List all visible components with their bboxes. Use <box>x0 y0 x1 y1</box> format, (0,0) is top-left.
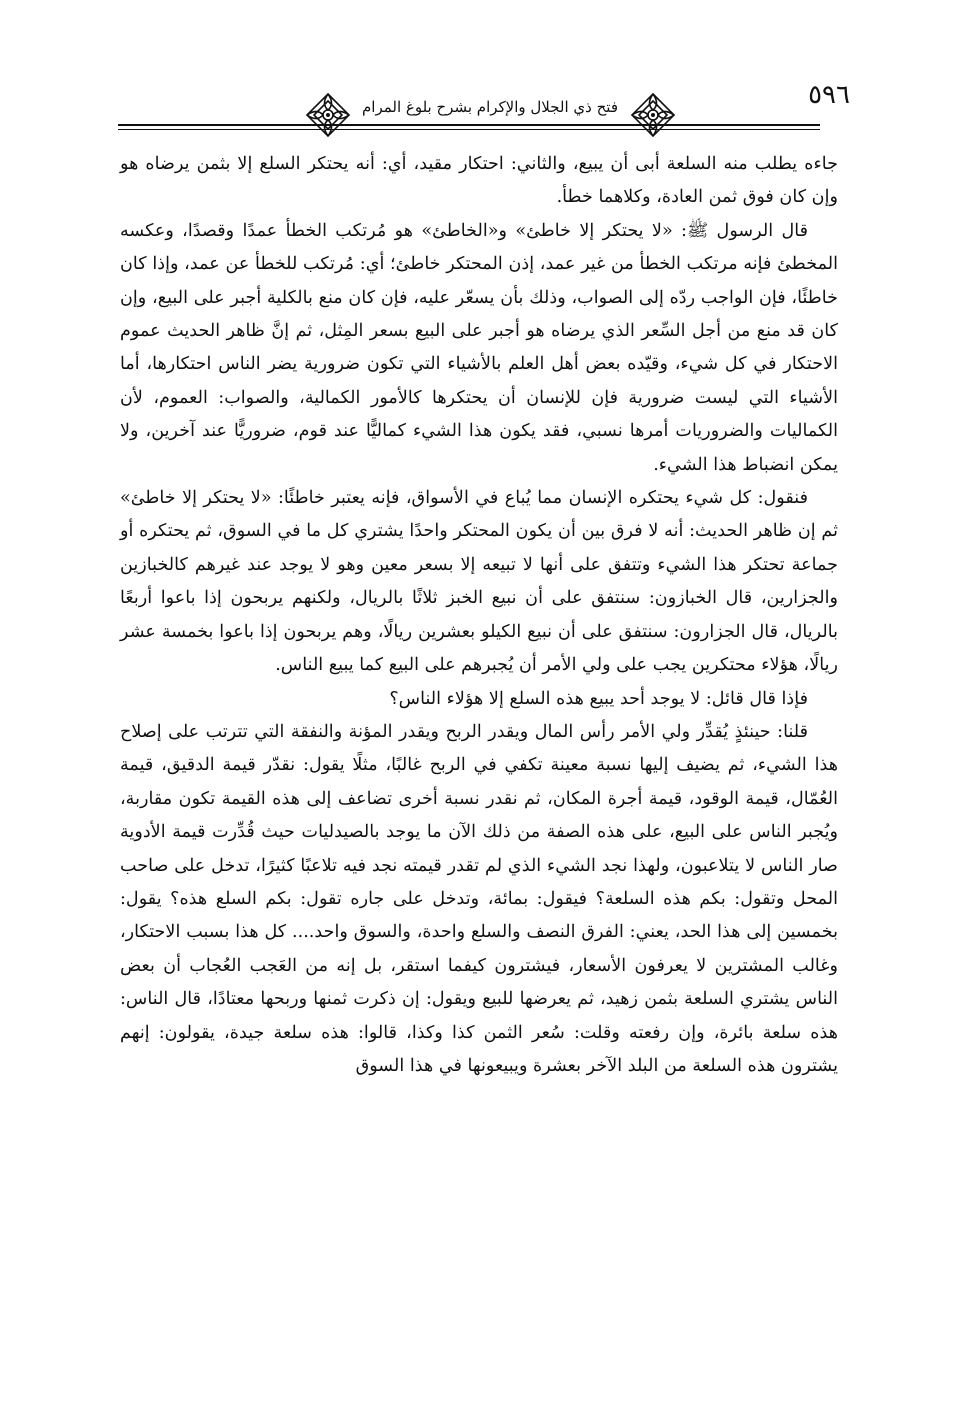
paragraph: فإذا قال قائل: لا يوجد أحد يبيع هذه السلع إلا هؤلاء الناس؟ <box>389 688 808 709</box>
header-rule-thin <box>118 129 820 130</box>
paragraph: قال الرسول ﷺ: «لا يحتكر إلا خاطئ» و«الخاطئ» هو مُرتكب الخطأ عمدًا وقصدًا، وعكسه المخطئ فإنه مرتكب الخطأ من غير عمد، إذن المحتكر خاطئ؛ أي: مُرتكب للخطأ عن عمد، وإذا كان خاطئًا، فإن الواجب ردّه إلى الصواب، وذلك بأن يسعّر عليه، فإن كان منع بالكلية أجبر على البيع، وإن كان قد منع من أجل السِّعر الذي يرضاه هو أجبر على البيع بسعر المِثل، ثم إنَّ ظاهر الحديث عموم الاحتكار في كل شيء، وقيّده بعض أهل العلم بالأشياء التي تكون ضرورية يضر الناس احتكارها، أما الأشياء التي ليست ضرورية فإن للإنسان أن يحتكرها كالأمور الكمالية، والصواب: العموم، لأن الكماليات والضروريات أمرها نسبي، فقد يكون هذا الشيء كماليًّا عند قوم، ضروريًّا عند آخرين، ولا يمكن انضباط هذا الشيء. <box>120 220 838 475</box>
running-header <box>110 80 850 144</box>
page-number: ٥٩٦ <box>808 80 850 110</box>
header-rule <box>118 124 820 126</box>
paragraph: قلنا: حينئذٍ يُقدِّر ولي الأمر رأس المال ويقدر الربح ويقدر المؤنة والنفقة التي تترتب على إصلاح هذا الشيء، ثم يضيف إليها نسبة معينة تكفي في الربح غالبًا، مثلًا يقول: نقدّر قيمة الدقيق، قيمة العُمّال، قيمة الوقود، قيمة أجرة المكان، ثم نقدر نسبة أخرى تضاعف إلى هذه القيمة تكون مقاربة، ويُجبر الناس على البيع، على هذه الصفة من ذلك الآن ما يوجد بالصيدليات حيث قُدِّرت قيمة الأدوية صار الناس لا يتلاعبون، ولهذا نجد الشيء الذي لم تقدر قيمته نجد فيه تلاعبًا كثيرًا، تدخل على صاحب المحل وتقول: بكم هذه السلعة؟ فيقول: بمائة، وتدخل على جاره تقول: بكم السلع هذه؟ يقول: بخمسين إلى هذا الحد، يعني: الفرق النصف والسلع واحدة، والسوق واحد.... كل هذا بسبب الاحتكار، وغالب المشترين لا يعرفون الأسعار، فيشترون كيفما استقر، بل إنه من العَجب العُجاب أن بعض الناس يشتري السلعة بثمن زهيد، ثم يعرضها للبيع ويقول: إن ذكرت ثمنها وربحها معتادًا، قال الناس: هذه سلعة بائرة، وإن رفعته وقلت: سُعر الثمن كذا وكذا، قالوا: هذه سلعة جيدة، يقولون: إنهم يشترون هذه السلعة من البلد الآخر بعشرة ويبيعونها في هذا السوق <box>120 721 838 1076</box>
body-text <box>120 148 838 1083</box>
running-title: فتح ذي الجلال والإكرام بشرح بلوغ المرام <box>361 98 618 116</box>
left-ornament-icon <box>305 92 351 138</box>
right-ornament-icon <box>630 92 676 138</box>
paragraph: فنقول: كل شيء يحتكره الإنسان مما يُباع في الأسواق، فإنه يعتبر خاطئًا: «لا يحتكر إلا خاطئ» ثم إن ظاهر الحديث: أنه لا فرق بين أن يكون المحتكر واحدًا يشتري كل ما في السوق، ثم يحتكره أو جماعة تحتكر هذا الشيء وتتفق على أنها لا تبيعه إلا بسعر معين وهو لا يوجد عند غيرهم كالخبازين والجزارين، قال الخبازون: سنتفق على أن نبيع الخبز ثلاثًا بالريال، ولكنهم يربحون إذا باعوا أربعًا بالريال، قال الجزارون: سنتفق على أن نبيع الكيلو بعشرين ريالًا، وهم يربحون إذا باعوا بخمسة عشر ريالًا، هؤلاء محتكرين يجب على ولي الأمر أن يُجبرهم على البيع كما يبيع الناس. <box>120 488 838 676</box>
paragraph: جاءه يطلب منه السلعة أبى أن يبيع، والثاني: احتكار مقيد، أي: أنه يحتكر السلع إلا بثمن يرضاه هو وإن كان فوق ثمن العادة، وكلاهما خطأ. <box>120 154 838 208</box>
